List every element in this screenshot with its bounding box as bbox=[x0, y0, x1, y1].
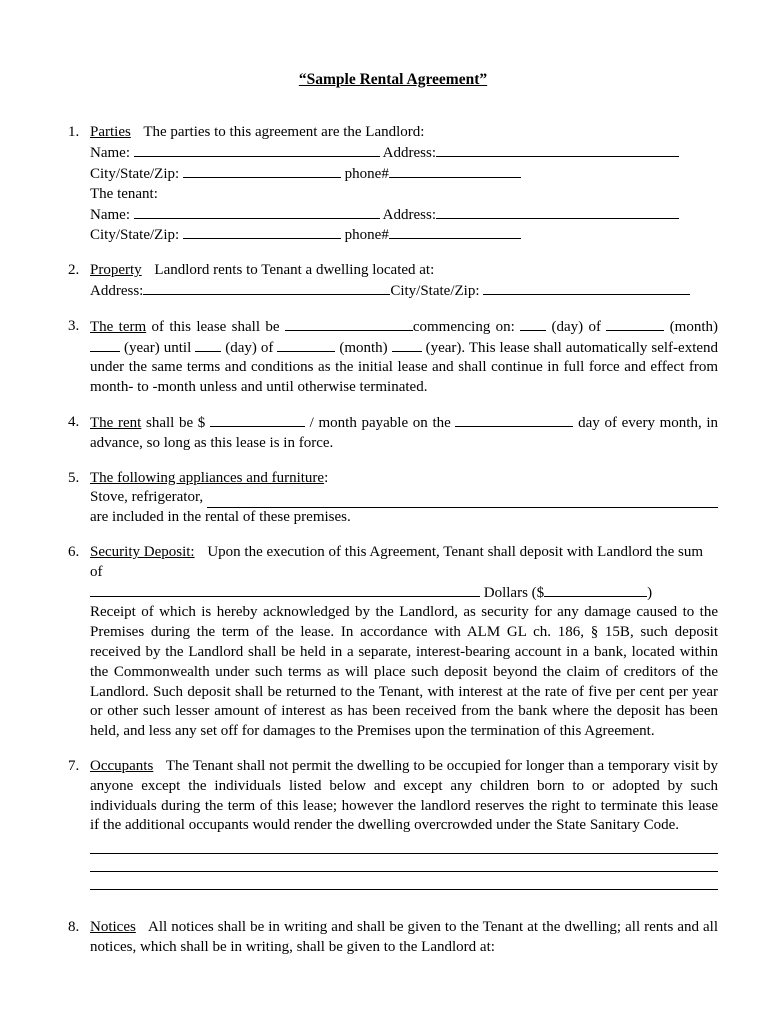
tenant-csz-blank bbox=[183, 225, 341, 239]
rent-text-1: shall be $ bbox=[145, 415, 206, 432]
property-csz-label: City/State/Zip: bbox=[390, 283, 480, 300]
landlord-name-label: Name: bbox=[90, 145, 130, 162]
term-text-6: (day) of bbox=[225, 339, 274, 356]
section-rent bbox=[68, 413, 718, 454]
section-deposit-number: 6. bbox=[68, 544, 80, 560]
section-notices bbox=[68, 918, 718, 958]
appliances-list-prefix: Stove, refrigerator, bbox=[90, 489, 204, 506]
section-occupants-number: 7. bbox=[68, 757, 80, 774]
term-end-day-blank bbox=[195, 338, 221, 352]
term-text-1: of this lease shall be bbox=[151, 318, 280, 335]
tenant-address-blank bbox=[436, 205, 679, 219]
term-heading: The term bbox=[90, 318, 147, 335]
term-text-4: (month) bbox=[669, 318, 719, 335]
term-paragraph bbox=[90, 317, 718, 398]
term-start-month-blank bbox=[606, 317, 664, 331]
rent-paragraph bbox=[90, 413, 718, 454]
tenant-name-blank bbox=[134, 205, 380, 219]
property-intro-text: Landlord rents to Tenant a dwelling located at: bbox=[154, 262, 435, 279]
section-term-content bbox=[90, 317, 718, 398]
rent-text-3: day of every month, in advance, so long as this lease is in force. bbox=[90, 415, 719, 451]
section-notices-number: 8. bbox=[68, 919, 80, 936]
section-parties bbox=[68, 123, 718, 246]
term-end-year-blank bbox=[392, 338, 422, 352]
tenant-name-label: Name: bbox=[90, 206, 130, 223]
tenant-csz-label: City/State/Zip: bbox=[90, 227, 180, 244]
deposit-sum-figures-blank bbox=[544, 583, 647, 597]
section-property-number: 2. bbox=[68, 262, 80, 279]
term-text-7: (month) bbox=[339, 339, 388, 356]
occupants-body-text: The Tenant shall not permit the dwelling to be occupied for longer than a temporary visit by anyone except the individuals listed below and except any children born to or adopted by such individuals during the term of this lease; however the landlord reserves the right to terminate this lease if the additional occupants would render the dwelling overcrowded under the State Sanitary Code. bbox=[90, 757, 718, 834]
section-appliances bbox=[68, 469, 718, 528]
tenant-phone-blank bbox=[389, 225, 521, 239]
term-text-2: commencing on: bbox=[412, 318, 515, 335]
appliances-heading-line bbox=[90, 469, 718, 489]
deposit-heading: Security Deposit: bbox=[90, 544, 195, 560]
tenant-csz-line bbox=[90, 225, 718, 246]
section-term-number: 3. bbox=[68, 317, 80, 334]
appliances-included-line: are included in the rental of these premises. bbox=[90, 509, 351, 526]
tenant-phone-label: phone# bbox=[344, 227, 389, 244]
term-text-5: (year) until bbox=[123, 339, 192, 356]
property-address-blank bbox=[143, 281, 390, 295]
tenant-intro-line: The tenant: bbox=[90, 185, 158, 202]
appliances-list-line bbox=[90, 488, 718, 508]
property-address-line bbox=[90, 281, 718, 302]
landlord-name-line bbox=[90, 143, 718, 164]
term-text-3: (day) of bbox=[551, 318, 601, 335]
section-parties-content bbox=[90, 123, 718, 246]
deposit-intro-line bbox=[90, 543, 718, 583]
landlord-phone-label: phone# bbox=[344, 166, 389, 183]
property-heading: Property bbox=[90, 262, 142, 279]
term-end-month-blank bbox=[277, 338, 335, 352]
rent-amount-blank bbox=[210, 413, 305, 427]
term-text-8: (year). This lease shall automatically self-extend under the same terms and conditions as the initial lease and shall continue in full force and effect from month- to -month unless and until otherwise terminated. bbox=[90, 339, 719, 396]
landlord-name-blank bbox=[134, 143, 380, 157]
occupants-paragraph bbox=[90, 757, 718, 836]
landlord-phone-blank bbox=[389, 164, 521, 178]
notices-body-text: All notices shall be in writing and shall be given to the Tenant at the dwelling; all rents and all notices, which shall be in writing, shall be given to the Landlord at: bbox=[90, 919, 718, 955]
section-rent-number: 4. bbox=[68, 414, 80, 431]
property-csz-blank bbox=[483, 281, 690, 295]
section-deposit-content bbox=[90, 543, 718, 742]
section-appliances-number: 5. bbox=[68, 469, 80, 486]
section-appliances-content bbox=[90, 469, 718, 528]
term-length-blank bbox=[285, 317, 413, 331]
deposit-dollars-label: Dollars ($ bbox=[483, 584, 545, 601]
appliances-heading-colon: : bbox=[324, 469, 329, 486]
landlord-csz-label: City/State/Zip: bbox=[90, 166, 180, 183]
occupant-entry-blank-1 bbox=[90, 836, 718, 854]
section-notices-content bbox=[90, 918, 718, 958]
section-deposit bbox=[68, 543, 718, 742]
deposit-intro-text: Upon the execution of this Agreement, Tenant shall deposit with Landlord the sum of bbox=[90, 544, 703, 580]
landlord-address-blank bbox=[436, 143, 679, 157]
parties-intro-text: The parties to this agreement are the Landlord: bbox=[143, 124, 425, 141]
document-title: “Sample Rental Agreement” bbox=[298, 71, 488, 88]
parties-heading: Parties bbox=[90, 124, 131, 141]
occupant-entry-blank-3 bbox=[90, 872, 718, 890]
section-parties-number: 1. bbox=[68, 124, 80, 141]
deposit-amount-line bbox=[90, 583, 718, 604]
appliances-heading: The following appliances and furniture bbox=[90, 469, 325, 486]
term-start-day-blank bbox=[520, 317, 546, 331]
parties-intro-line bbox=[90, 123, 718, 143]
property-intro-line bbox=[90, 261, 718, 281]
term-start-year-blank bbox=[90, 338, 120, 352]
notices-paragraph bbox=[90, 918, 718, 958]
rent-text-2: / month payable on the bbox=[309, 415, 451, 432]
section-rent-content bbox=[90, 413, 718, 454]
landlord-address-label: Address: bbox=[382, 145, 436, 162]
deposit-close-paren: ) bbox=[647, 584, 653, 601]
section-property bbox=[68, 261, 718, 302]
landlord-csz-blank bbox=[183, 164, 341, 178]
deposit-sum-words-blank bbox=[90, 583, 480, 597]
appliances-list-blank bbox=[207, 493, 718, 508]
occupants-heading: Occupants bbox=[90, 757, 154, 774]
tenant-name-line bbox=[90, 205, 718, 226]
rent-due-day-blank bbox=[455, 413, 573, 427]
deposit-body-paragraph: Receipt of which is hereby acknowledged by the Landlord, as security for any damage caused to the Premises during the term of the lease. In accordance with ALM GL ch. 186, § 15B, such deposit received by the Landlord shall be held in a separate, interest-bearing account in a bank, located within the Commonwealth under such terms as will place such deposit beyond the claim of creditors of the Landlord. Such deposit shall be returned to the Tenant, with interest at the rate of five per cent per year or other such lesser amount of interest as has been received from the bank where the deposit has been held, and less any set off for damages to the Premises upon the termination of this Agreement. bbox=[90, 604, 718, 740]
tenant-address-label: Address: bbox=[382, 206, 436, 223]
property-address-label: Address: bbox=[90, 283, 144, 300]
occupant-entry-blank-2 bbox=[90, 854, 718, 872]
landlord-csz-line bbox=[90, 164, 718, 185]
section-term bbox=[68, 317, 718, 398]
notices-heading: Notices bbox=[90, 919, 136, 936]
section-occupants-content bbox=[90, 757, 718, 890]
section-property-content bbox=[90, 261, 718, 302]
section-occupants bbox=[68, 757, 718, 890]
rent-heading: The rent bbox=[90, 415, 142, 432]
